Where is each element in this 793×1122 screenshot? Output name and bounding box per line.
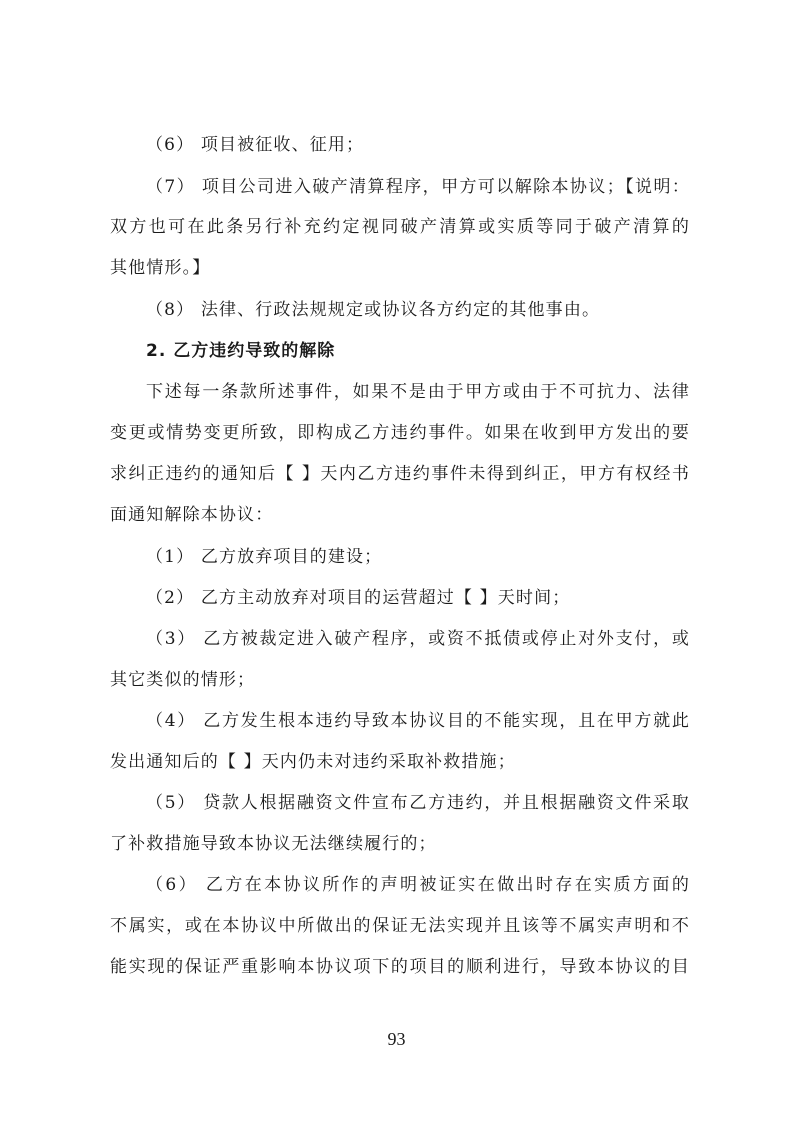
item-3-line-2: 其它类似的情形； bbox=[110, 670, 256, 690]
item-6-line-3: 能实现的保证严重影响本协议项下的项目的顺利进行，导致本协议的目 bbox=[110, 957, 690, 977]
item-1-abandon-construction: （1） 乙方放弃项目的建设； bbox=[146, 547, 383, 567]
paragraph-line-4: 面通知解除本协议： bbox=[110, 505, 274, 525]
paragraph-line-1: 下述每一条款所述事件，如果不是由于甲方或由于不可抗力、法律 bbox=[146, 382, 690, 402]
item-6-line-2: 不属实，或在本协议中所做出的保证无法实现并且该等不属实声明和不 bbox=[110, 916, 690, 936]
clause-8-other-matters: （8） 法律、行政法规规定或协议各方约定的其他事由。 bbox=[146, 300, 601, 320]
item-4-line-2: 发出通知后的【 】天内仍未对违约采取补救措施； bbox=[110, 752, 516, 772]
item-5-line-2: 了补救措施导致本协议无法继续履行的； bbox=[110, 834, 437, 854]
item-4-fundamental-breach: （4） 乙方发生根本违约导致本协议目的不能实现，且在甲方就此 bbox=[146, 711, 690, 731]
clause-7-note-line-3: 其他情形。】 bbox=[110, 258, 211, 278]
clause-7-note-line-2: 双方也可在此条另行补充约定视同破产清算或实质等同于破产清算的 bbox=[110, 217, 690, 237]
page-number: 93 bbox=[387, 1029, 406, 1049]
paragraph-line-2: 变更或情势变更所致，即构成乙方违约事件。如果在收到甲方发出的要 bbox=[110, 423, 690, 443]
item-6-false-statement: （6） 乙方在本协议所作的声明被证实在做出时存在实质方面的 bbox=[146, 875, 690, 895]
item-3-bankruptcy: （3） 乙方被裁定进入破产程序，或资不抵债或停止对外支付，或 bbox=[146, 629, 690, 649]
clause-7-liquidation: （7） 项目公司进入破产清算程序，甲方可以解除本协议；【说明： bbox=[146, 177, 690, 197]
clause-6-expropriation: （6） 项目被征收、征用； bbox=[146, 135, 365, 155]
section-heading-party-b-default: 2. 乙方违约导致的解除 bbox=[146, 341, 336, 361]
item-5-lender-default: （5） 贷款人根据融资文件宣布乙方违约，并且根据融资文件采取 bbox=[146, 793, 690, 813]
paragraph-line-3: 求纠正违约的通知后【 】天内乙方违约事件未得到纠正，甲方有权经书 bbox=[110, 464, 690, 484]
item-2-abandon-operation: （2） 乙方主动放弃对项目的运营超过【 】天时间； bbox=[146, 588, 571, 608]
